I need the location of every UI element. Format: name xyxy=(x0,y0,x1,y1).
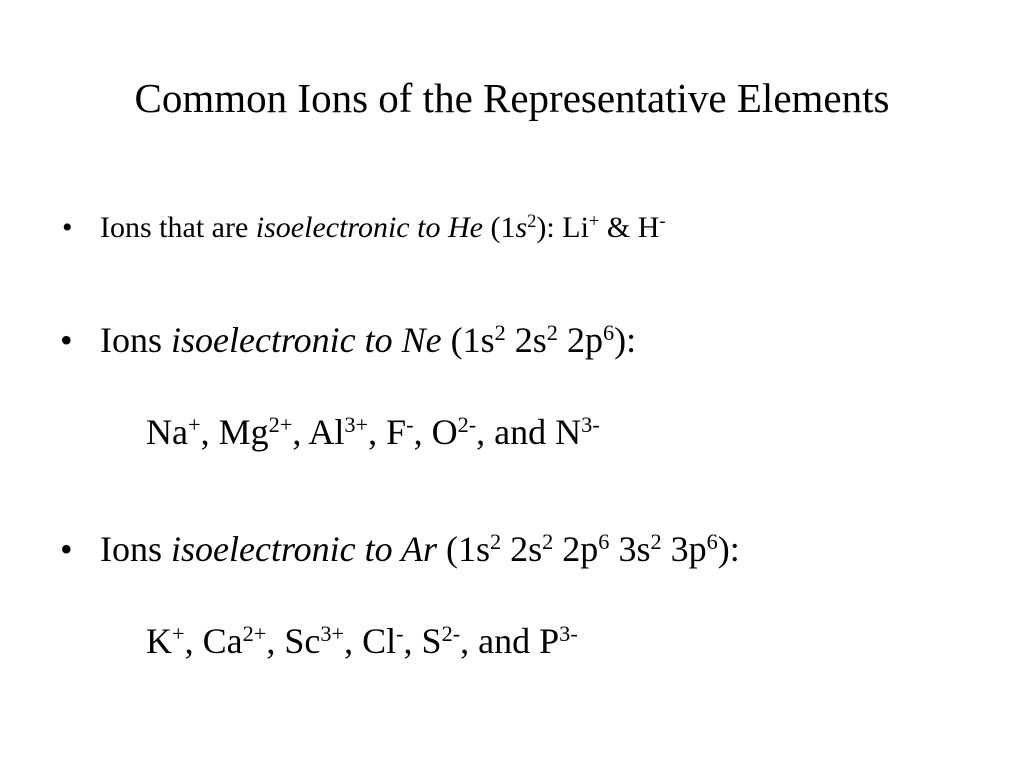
text-italic: isoelectronic to Ne xyxy=(171,320,442,360)
text: 3s xyxy=(609,529,651,569)
bullet-ar xyxy=(100,527,740,571)
text: 3p xyxy=(661,529,707,569)
text: ): xyxy=(614,320,637,360)
text: ): Li xyxy=(536,211,589,244)
text: Na xyxy=(146,412,188,452)
text: (1s xyxy=(436,529,490,569)
bullet-marker: • xyxy=(60,529,73,569)
slide-title: Common Ions of the Representative Elements xyxy=(134,75,890,121)
superscript: + xyxy=(187,411,201,437)
text-italic: isoelectronic to He xyxy=(255,211,483,244)
text: K xyxy=(146,621,172,661)
superscript: 6 xyxy=(706,528,718,554)
text: (1 xyxy=(482,211,516,244)
text: ): xyxy=(717,529,740,569)
bullet-marker: • xyxy=(60,320,73,360)
superscript: - xyxy=(659,210,666,232)
superscript: 3- xyxy=(559,620,578,646)
superscript: 2 xyxy=(489,528,502,554)
ions-list-ne xyxy=(146,410,600,454)
text: & H xyxy=(599,211,660,244)
text: 2s xyxy=(501,529,543,569)
superscript: 3+ xyxy=(344,411,369,437)
superscript: 3+ xyxy=(320,620,345,646)
text-italic: isoelectronic to Ar xyxy=(171,529,437,569)
text: (1s xyxy=(441,320,495,360)
ions-list-ar xyxy=(146,619,578,663)
text: , Sc xyxy=(266,621,321,661)
text: 2s xyxy=(505,320,547,360)
superscript: 2- xyxy=(457,411,477,437)
text: Ions xyxy=(100,320,171,360)
superscript: 2 xyxy=(650,528,662,554)
text: , and N xyxy=(476,412,582,452)
text: , Al xyxy=(292,412,345,452)
bullet-marker: • xyxy=(62,211,73,244)
text: , O xyxy=(413,412,458,452)
superscript: 3- xyxy=(581,411,600,437)
superscript: 2 xyxy=(542,528,554,554)
superscript: 6 xyxy=(598,528,610,554)
superscript: - xyxy=(396,620,404,646)
text: , Cl xyxy=(344,621,397,661)
text-italic: s xyxy=(515,211,528,244)
text: 2p xyxy=(557,320,603,360)
superscript: + xyxy=(172,620,185,646)
text: , Mg xyxy=(200,412,269,452)
superscript: 6 xyxy=(602,319,615,345)
text: Ions that are xyxy=(100,211,256,244)
text: , and P xyxy=(460,621,560,661)
text: Ions xyxy=(100,529,171,569)
superscript: - xyxy=(406,411,414,437)
text: 2p xyxy=(553,529,599,569)
superscript: + xyxy=(588,210,600,232)
superscript: 2+ xyxy=(268,411,293,437)
superscript: 2 xyxy=(527,210,537,232)
text: , S xyxy=(403,621,442,661)
superscript: 2+ xyxy=(242,620,267,646)
text: , F xyxy=(368,412,407,452)
superscript: 2 xyxy=(494,319,506,345)
bullet-he xyxy=(100,209,666,247)
text: , Ca xyxy=(184,621,243,661)
superscript: 2- xyxy=(441,620,461,646)
superscript: 2 xyxy=(546,319,558,345)
bullet-ne xyxy=(100,318,636,362)
